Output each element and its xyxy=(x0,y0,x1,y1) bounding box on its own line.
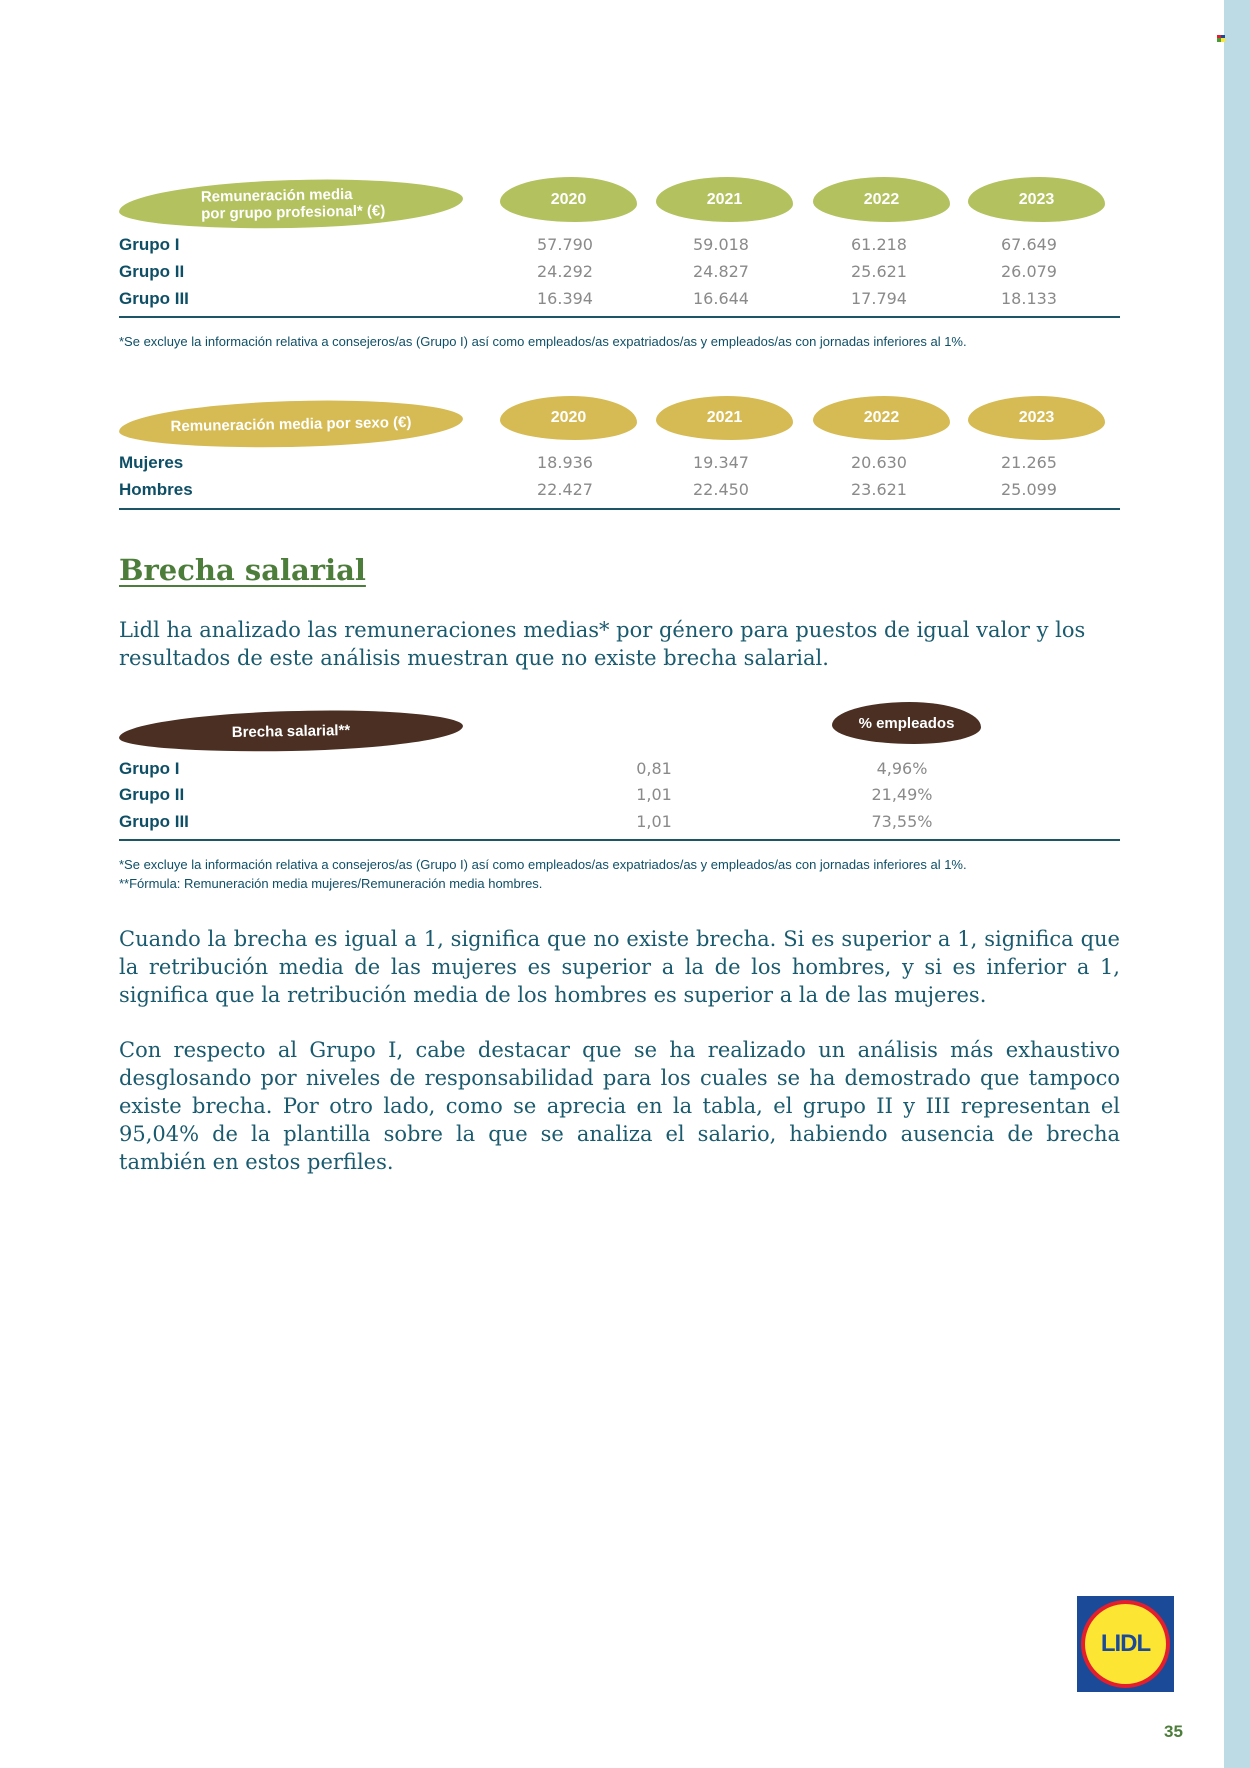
table2-year-2022: 2022 xyxy=(813,396,950,440)
side-strip xyxy=(1224,0,1250,1768)
table2-year-2023: 2023 xyxy=(968,396,1105,440)
table-row xyxy=(119,453,1120,479)
table2-year-2021: 2021 xyxy=(656,396,793,440)
section-title: Brecha salarial xyxy=(119,553,366,587)
cell-pct: 21,49% xyxy=(871,785,933,804)
table2-rule xyxy=(119,508,1120,510)
table-row xyxy=(119,759,1120,785)
table1-year-2021: 2021 xyxy=(656,177,793,222)
cell-value: 22.427 xyxy=(537,480,593,499)
cell-value: 23.621 xyxy=(851,480,907,499)
cell-value: 24.827 xyxy=(693,262,749,281)
table-row xyxy=(119,289,1120,315)
table-remuneracion-sexo xyxy=(119,396,1120,516)
page-number: 35 xyxy=(1164,1722,1183,1741)
table1-rule xyxy=(119,316,1120,318)
table1-year-2023: 2023 xyxy=(968,177,1105,222)
table3-header-col: % empleados xyxy=(832,702,981,744)
cell-value: 61.218 xyxy=(851,235,907,254)
paragraph-grupo-analisis: Con respecto al Grupo I, cabe destacar que se ha realizado un análisis más exhaustivo desglosando por niveles de responsabilidad para los cuales se ha demostrado que tampoco existe brecha. Por otro lado, como se aprecia en la tabla, el grupo II y III representan el 95,04% de la plantilla sobre la que se analiza el salario, habiendo ausencia de brecha también en estos perfiles. xyxy=(119,1038,1120,1174)
cell-value: 67.649 xyxy=(1001,235,1057,254)
row-label: Grupo III xyxy=(119,289,189,308)
cell-value: 20.630 xyxy=(851,453,907,472)
table1-footnote: *Se excluye la información relativa a consejeros/as (Grupo I) así como empleados/as expatriados/as y empleados/as con jornadas inferiores al 1%. xyxy=(119,334,967,349)
cell-value: 21.265 xyxy=(1001,453,1057,472)
table-row xyxy=(119,235,1120,261)
table-row xyxy=(119,480,1120,506)
row-label: Grupo I xyxy=(119,759,180,778)
cell-value: 18.133 xyxy=(1001,289,1057,308)
cell-value: 18.936 xyxy=(537,453,593,472)
table3-footnote-2: **Fórmula: Remuneración media mujeres/Remuneración media hombres. xyxy=(119,876,543,891)
row-label: Grupo II xyxy=(119,262,185,281)
table1-year-2020: 2020 xyxy=(500,177,637,222)
cell-value: 16.394 xyxy=(537,289,593,308)
cell-value: 16.644 xyxy=(693,289,749,308)
table1-year-2022: 2022 xyxy=(813,177,950,222)
logo-text: LIDL xyxy=(1100,1630,1151,1657)
cell-value: 26.079 xyxy=(1001,262,1057,281)
table-row xyxy=(119,812,1120,838)
cell-value: 24.292 xyxy=(537,262,593,281)
cell-value: 17.794 xyxy=(851,289,907,308)
cell-value: 57.790 xyxy=(537,235,593,254)
paragraph-brecha-explicacion: Cuando la brecha es igual a 1, significa que no existe brecha. Si es superior a 1, significa que la retribución media de las mujeres es superior a la de los hombres, y si es inferior a 1, significa que la retribución media de los hombres es superior a la de las mujeres. xyxy=(119,927,1120,1007)
lidl-logo xyxy=(1077,1596,1174,1692)
row-label: Hombres xyxy=(119,480,193,499)
cell-value: 25.099 xyxy=(1001,480,1057,499)
cell-pct: 73,55% xyxy=(871,812,933,831)
cell-ratio: 1,01 xyxy=(636,785,672,804)
row-label: Mujeres xyxy=(119,453,184,472)
row-label: Grupo II xyxy=(119,785,185,804)
table3-header-label: Brecha salarial** xyxy=(119,708,464,754)
cell-ratio: 1,01 xyxy=(636,812,672,831)
table2-year-2020: 2020 xyxy=(500,396,637,440)
table-brecha-salarial xyxy=(119,697,1120,843)
section-intro: Lidl ha analizado las remuneraciones medias* por género para puestos de igual valor y los resultados de este análisis muestran que no existe brecha salarial. xyxy=(119,618,1086,670)
cell-value: 59.018 xyxy=(693,235,749,254)
table-row xyxy=(119,262,1120,288)
cell-value: 25.621 xyxy=(851,262,907,281)
table2-header-label: Remuneración media por sexo (€) xyxy=(119,398,464,450)
table1-header-line1: Remuneración media xyxy=(200,185,353,206)
cell-value: 22.450 xyxy=(693,480,749,499)
cell-value: 19.347 xyxy=(693,453,749,472)
corner-color-mark xyxy=(1217,35,1225,42)
table-row xyxy=(119,785,1120,811)
cell-ratio: 0,81 xyxy=(636,759,672,778)
table1-header-label xyxy=(119,177,464,231)
table-remuneracion-grupo xyxy=(119,175,1120,325)
table3-rule xyxy=(119,839,1120,841)
row-label: Grupo III xyxy=(119,812,189,831)
row-label: Grupo I xyxy=(119,235,180,254)
logo-inner xyxy=(1085,1604,1166,1684)
table1-header-line2: por grupo profesional* (€) xyxy=(201,202,386,223)
cell-pct: 4,96% xyxy=(876,759,928,778)
table3-footnote-1: *Se excluye la información relativa a consejeros/as (Grupo I) así como empleados/as expatriados/as y empleados/as con jornadas inferiores al 1%. xyxy=(119,857,967,872)
